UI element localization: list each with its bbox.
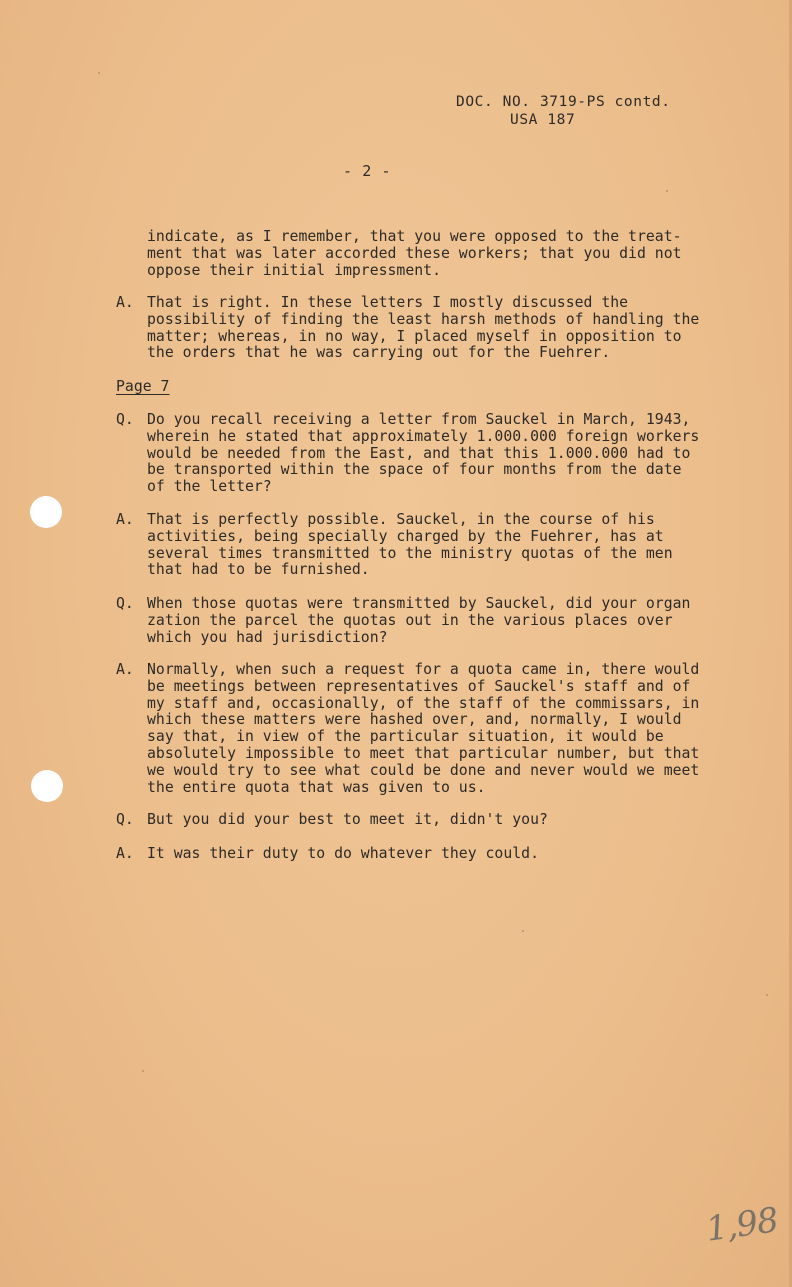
answer-block (116, 295, 768, 362)
question-block (116, 812, 768, 829)
speaker-label: A. (116, 661, 134, 678)
punch-hole-top (30, 496, 62, 528)
speaker-label: A. (116, 294, 134, 311)
paper-speck (522, 930, 524, 932)
punch-hole-bottom (31, 770, 63, 802)
paper-speck (142, 1070, 144, 1072)
exhibit-number: USA 187 (510, 112, 576, 128)
question-text: But you did your best to meet it, didn't you? (147, 811, 548, 828)
speaker-label: Q. (116, 411, 134, 428)
answer-block (116, 846, 768, 863)
paper-speck (766, 994, 768, 996)
document-number: DOC. NO. 3719-PS contd. (456, 94, 671, 110)
paper-speck (666, 190, 668, 192)
paper-speck (98, 72, 100, 74)
page-number: - 2 - (343, 162, 392, 180)
answer-block (116, 512, 768, 579)
question-block (116, 412, 768, 496)
answer-text: It was their duty to do whatever they could. (147, 845, 539, 862)
speaker-label: Q. (116, 811, 134, 828)
handwritten-page-number: 1,98 (703, 1200, 781, 1250)
answer-text: That is right. In these letters I mostly discussed the possibility of finding the least harsh methods of handling the matter; whereas, in no way, I placed myself in opposition to the orders that he was carrying out for the Fuehrer. (147, 294, 700, 362)
answer-text: That is perfectly possible. Sauckel, in the course of his activities, being specially charged by the Fuehrer, has at several times transmitted to the ministry quotas of the men that had to be furnished. (147, 511, 673, 579)
continuation-paragraph: indicate, as I remember, that you were opposed to the treat- ment that was later accorded these workers; that you did not oppose their initial impressment. (147, 228, 682, 279)
speaker-label: Q. (116, 595, 134, 612)
question-block (116, 596, 768, 646)
speaker-label: A. (116, 845, 134, 862)
speaker-label: A. (116, 511, 134, 528)
answer-text: Normally, when such a request for a quota came in, there would be meetings between representatives of Sauckel's staff and of my staff and, occasionally, of the staff of the commissars, in which these matters were hashed over, and, normally, I would say that, in view of the particular situation, it would be absolutely impossible to meet that particular number, but that we would try to see what could be done and never would we meet the entire quota that was given to us. (147, 661, 700, 796)
answer-block (116, 662, 768, 796)
question-text: Do you recall receiving a letter from Sauckel in March, 1943, wherein he stated that approximately 1.000.000 foreign workers would be needed from the East, and that this 1.000.000 had to be transported within the space of four months from the date of the letter? (147, 411, 700, 496)
page-reference: Page 7 (116, 378, 170, 395)
question-text: When those quotas were transmitted by Sauckel, did your organ zation the parcel the quotas out in the various places over which you had jurisdiction? (147, 595, 691, 646)
